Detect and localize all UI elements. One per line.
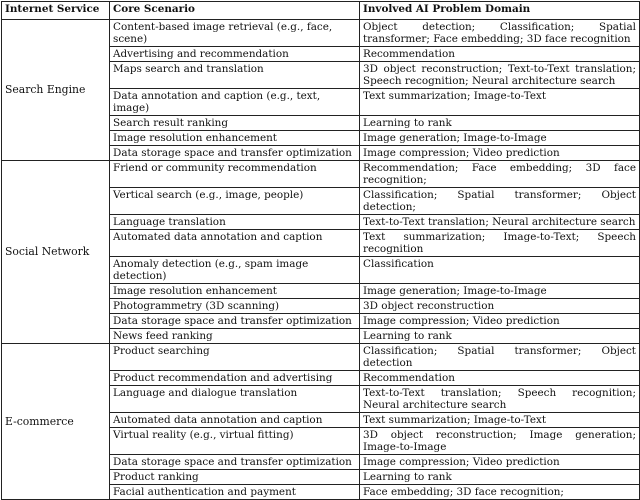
scenario-cell: Maps search and translation xyxy=(110,62,360,89)
table-header xyxy=(2,2,640,20)
scenario-cell: Anomaly detection (e.g., spam image detection) xyxy=(110,257,360,284)
scenario-cell: Product searching xyxy=(110,344,360,371)
service-cell: Social Network xyxy=(2,161,110,344)
domain-cell: Image generation; Image-to-Image xyxy=(360,131,640,146)
scenario-cell: Search result ranking xyxy=(110,116,360,131)
domain-cell: 3D object reconstruction; Text-to-Text translation; Speech recognition; Neural architecture search xyxy=(360,62,640,89)
header-core-scenario: Core Scenario xyxy=(110,2,360,20)
header-ai-problem-domain: Involved AI Problem Domain xyxy=(360,2,640,20)
scenario-cell: Language and dialogue translation xyxy=(110,386,360,413)
domain-cell: Image generation; Image-to-Image xyxy=(360,284,640,299)
scenario-cell: Photogrammetry (3D scanning) xyxy=(110,299,360,314)
domain-cell: Classification xyxy=(360,257,640,284)
scenario-cell: Automated data annotation and caption xyxy=(110,230,360,257)
scenario-cell: Image resolution enhancement xyxy=(110,284,360,299)
domain-cell: Text summarization; Image-to-Text xyxy=(360,413,640,428)
table-body xyxy=(2,20,640,500)
domain-cell: Text-to-Text translation; Speech recognition; Neural architecture search xyxy=(360,386,640,413)
service-cell: Search Engine xyxy=(2,20,110,161)
scenario-cell: Language translation xyxy=(110,215,360,230)
header-row xyxy=(2,2,640,20)
scenario-cell: Facial authentication and payment xyxy=(110,485,360,500)
scenario-cell: Friend or community recommendation xyxy=(110,161,360,188)
scenario-cell: Data storage space and transfer optimization xyxy=(110,455,360,470)
domain-cell: Classification; Spatial transformer; Object detection xyxy=(360,344,640,371)
scenario-cell: Data storage space and transfer optimization xyxy=(110,146,360,161)
domain-cell: 3D object reconstruction xyxy=(360,299,640,314)
domain-cell: Learning to rank xyxy=(360,470,640,485)
domain-cell: Object detection; Classification; Spatial transformer; Face embedding; 3D face recognition xyxy=(360,20,640,47)
table-row xyxy=(2,20,640,47)
domain-cell: Recommendation xyxy=(360,47,640,62)
header-internet-service: Internet Service xyxy=(2,2,110,20)
domain-cell: Text summarization; Image-to-Text xyxy=(360,89,640,116)
domain-cell: Text-to-Text translation; Neural architecture search xyxy=(360,215,640,230)
table-row xyxy=(2,161,640,188)
domain-cell: Image compression; Video prediction xyxy=(360,455,640,470)
scenario-cell: Image resolution enhancement xyxy=(110,131,360,146)
scenario-cell: Product ranking xyxy=(110,470,360,485)
scenario-cell: News feed ranking xyxy=(110,329,360,344)
service-cell: E-commerce xyxy=(2,344,110,500)
domain-cell: Text summarization; Image-to-Text; Speech recognition xyxy=(360,230,640,257)
domain-cell: 3D object reconstruction; Image generation; Image-to-Image xyxy=(360,428,640,455)
domain-cell: Recommendation; Face embedding; 3D face recognition; xyxy=(360,161,640,188)
domain-cell: Learning to rank xyxy=(360,116,640,131)
ai-scenarios-table xyxy=(1,1,640,500)
domain-cell: Classification; Spatial transformer; Object detection; xyxy=(360,188,640,215)
scenario-cell: Automated data annotation and caption xyxy=(110,413,360,428)
table-row xyxy=(2,344,640,371)
scenario-cell: Data annotation and caption (e.g., text, image) xyxy=(110,89,360,116)
scenario-cell: Data storage space and transfer optimization xyxy=(110,314,360,329)
domain-cell: Recommendation xyxy=(360,371,640,386)
domain-cell: Learning to rank xyxy=(360,329,640,344)
scenario-cell: Advertising and recommendation xyxy=(110,47,360,62)
scenario-cell: Content-based image retrieval (e.g., face, scene) xyxy=(110,20,360,47)
domain-cell: Face embedding; 3D face recognition; xyxy=(360,485,640,500)
scenario-cell: Virtual reality (e.g., virtual fitting) xyxy=(110,428,360,455)
scenario-cell: Product recommendation and advertising xyxy=(110,371,360,386)
scenario-cell: Vertical search (e.g., image, people) xyxy=(110,188,360,215)
domain-cell: Image compression; Video prediction xyxy=(360,146,640,161)
domain-cell: Image compression; Video prediction xyxy=(360,314,640,329)
